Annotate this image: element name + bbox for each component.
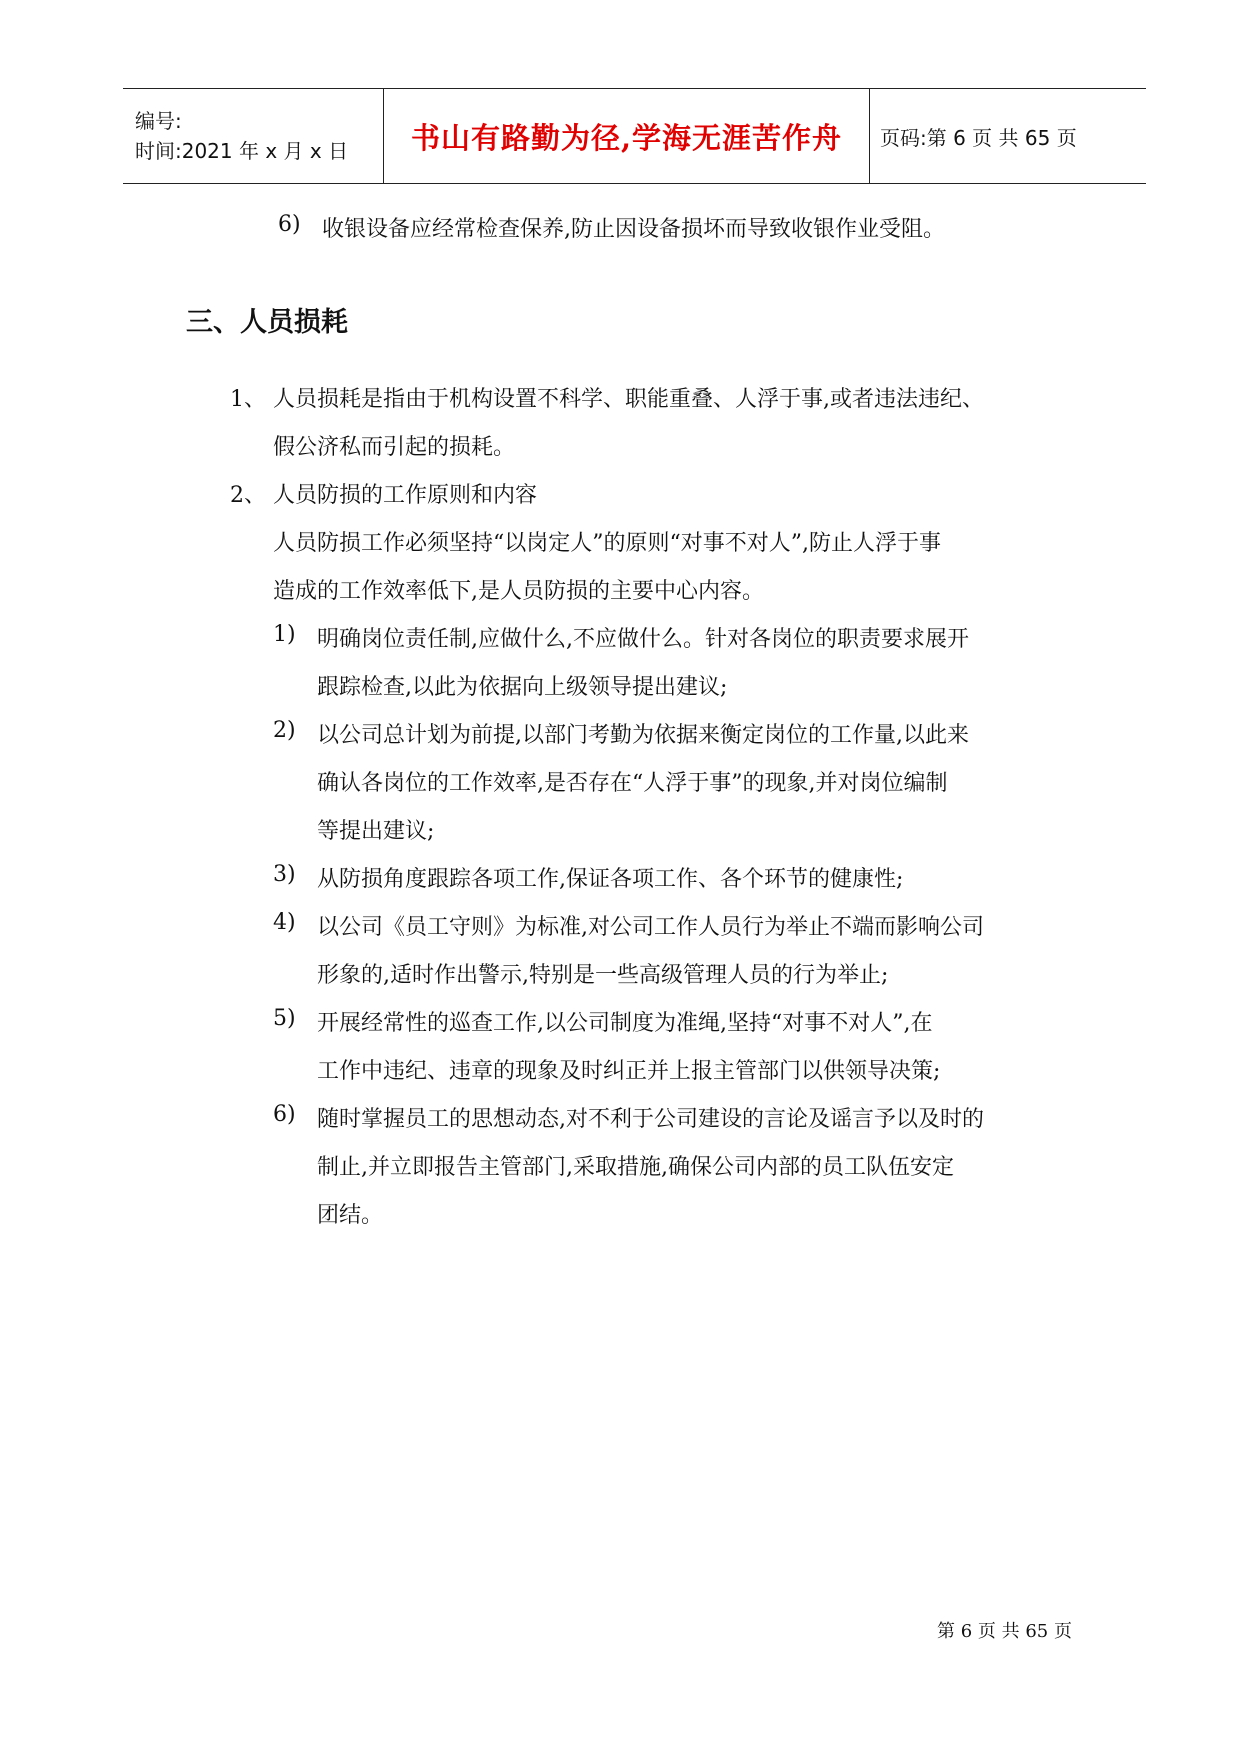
subitem1-line-1: 明确岗位责任制,应做什么,不应做什么。针对各岗位的职责要求展开 (317, 627, 969, 652)
subitem6-line-3: 团结。 (317, 1203, 384, 1228)
subitem5-number: 5) (273, 1006, 296, 1031)
top-item-number: 6) (278, 212, 301, 237)
subitem1-line-2: 跟踪检查,以此为依据向上级领导提出建议; (317, 675, 728, 700)
header-motto: 书山有路勤为径,学海无涯苦作舟 (410, 120, 843, 155)
subitem3-line-1: 从防损角度跟踪各项工作,保证各项工作、各个环节的健康性; (317, 867, 904, 892)
subitem3-number: 3) (273, 862, 296, 887)
subitem2-line-3: 等提出建议; (317, 819, 435, 844)
item2-title: 人员防损的工作原则和内容 (273, 483, 538, 508)
top-item-text: 收银设备应经常检查保养,防止因设备损坏而导致收银作业受阻。 (322, 217, 945, 242)
item1-line-2: 假公济私而引起的损耗。 (273, 435, 516, 460)
page-footer: 第 6 页 共 65 页 (937, 1621, 1072, 1642)
item1-number: 1、 (230, 387, 266, 412)
header-page-cell (870, 89, 1146, 183)
header-left-cell (123, 89, 384, 183)
subitem4-line-1: 以公司《员工守则》为标准,对公司工作人员行为举止不端而影响公司 (317, 915, 984, 940)
subitem6-line-1: 随时掌握员工的思想动态,对不利于公司建设的言论及谣言予以及时的 (317, 1107, 984, 1132)
item2-intro-line-2: 造成的工作效率低下,是人员防损的主要中心内容。 (273, 579, 764, 604)
subitem4-line-2: 形象的,适时作出警示,特别是一些高级管理人员的行为举止; (317, 963, 889, 988)
subitem6-number: 6) (273, 1102, 296, 1127)
subitem1-number: 1) (273, 622, 296, 647)
subitem5-line-2: 工作中违纪、违章的现象及时纠正并上报主管部门以供领导决策; (317, 1059, 941, 1084)
subitem4-number: 4) (273, 910, 296, 935)
subitem2-number: 2) (273, 718, 296, 743)
subitem6-line-2: 制止,并立即报告主管部门,采取措施,确保公司内部的员工队伍安定 (317, 1155, 954, 1180)
subitem5-line-1: 开展经常性的巡查工作,以公司制度为准绳,坚持“对事不对人”,在 (317, 1011, 933, 1036)
item2-intro-line-1: 人员防损工作必须坚持“以岗定人”的原则“对事不对人”,防止人浮于事 (273, 531, 941, 556)
header-motto-cell (384, 89, 870, 183)
section-title: 三、人员损耗 (186, 307, 348, 338)
header-page-label: 页码:第 6 页 共 65 页 (880, 125, 1077, 150)
subitem2-line-1: 以公司总计划为前提,以部门考勤为依据来衡定岗位的工作量,以此来 (317, 723, 969, 748)
header-number-label: 编号: (135, 109, 182, 133)
item1-line-1: 人员损耗是指由于机构设置不科学、职能重叠、人浮于事,或者违法违纪、 (273, 387, 984, 412)
page-header (123, 88, 1146, 184)
subitem2-line-2: 确认各岗位的工作效率,是否存在“人浮于事”的现象,并对岗位编制 (317, 771, 948, 796)
header-time-label: 时间:2021 年 x 月 x 日 (135, 139, 349, 163)
item2-number: 2、 (230, 483, 266, 508)
